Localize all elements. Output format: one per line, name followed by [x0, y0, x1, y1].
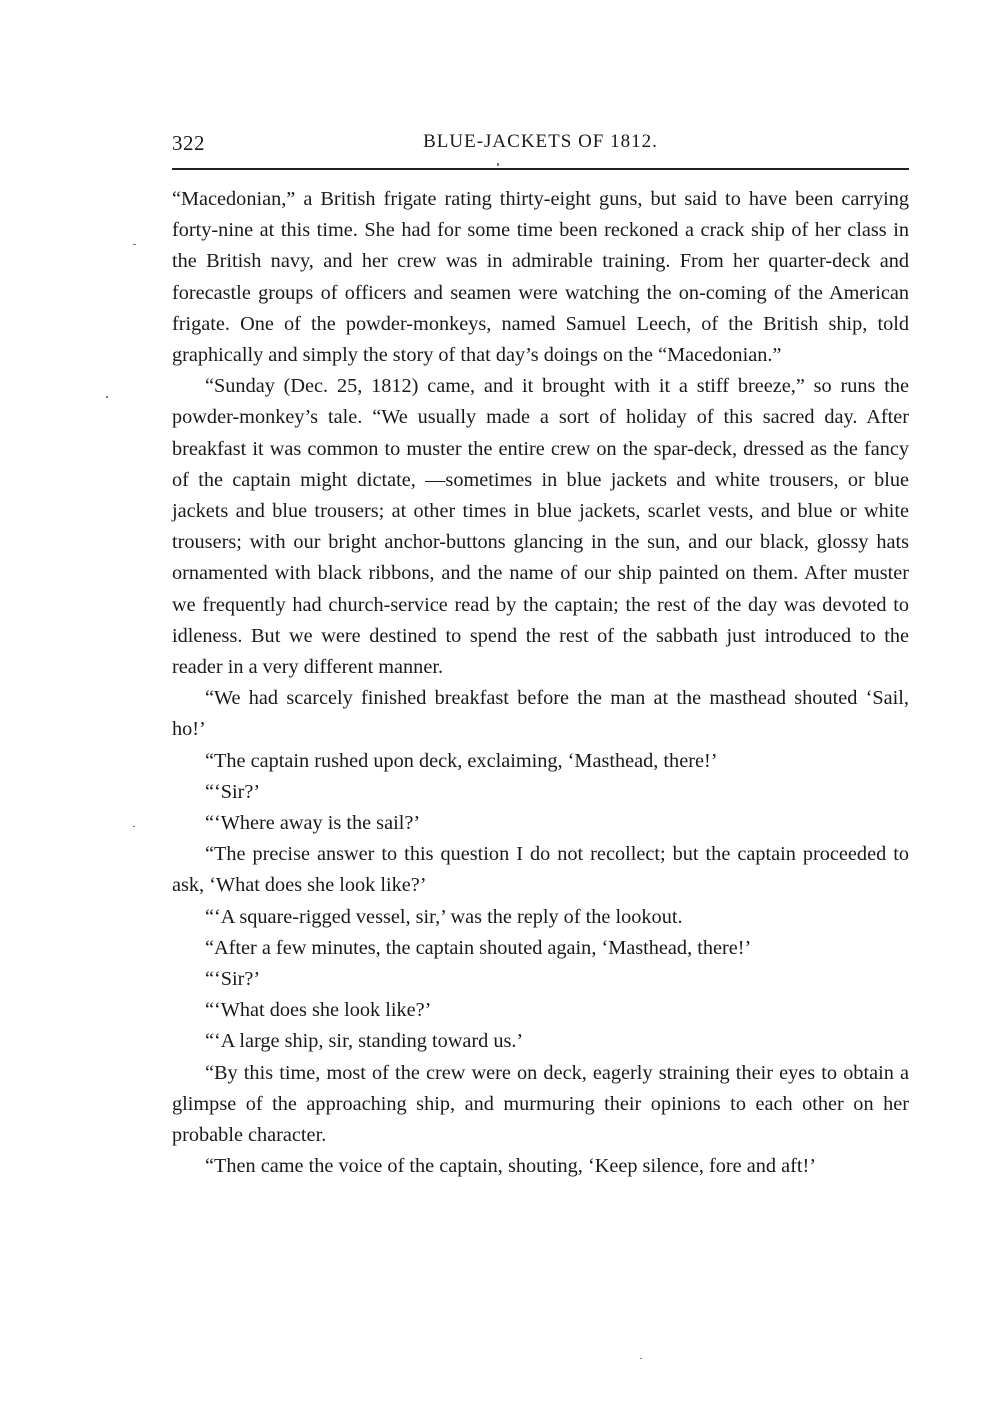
scan-speck: [106, 396, 108, 398]
scan-speck: [133, 826, 135, 827]
scan-speck: [640, 1358, 642, 1359]
paragraph-12: “‘A large ship, sir, standing toward us.’: [205, 1030, 524, 1053]
scan-speck: [133, 244, 136, 245]
paragraph-3: “We had scarcely finished breakfast before the man at the masthead shouted ‘Sail, ho!’: [172, 687, 909, 741]
paragraph-13: “By this time, most of the crew were on deck, eagerly straining their eyes to obtain a glimpse of the approaching ship, and murmuring their opinions to each other on her probable character.: [172, 1061, 909, 1147]
paragraph-4: “The captain rushed upon deck, exclaiming, ‘Masthead, there!’: [205, 749, 718, 772]
paragraph-6: “‘Where away is the sail?’: [205, 812, 421, 835]
paragraph-9: “After a few minutes, the captain shouted again, ‘Masthead, there!’: [205, 936, 752, 959]
running-head: [172, 131, 909, 161]
running-title: BLUE-JACKETS OF 1812.: [423, 131, 658, 152]
paragraph-2: “Sunday (Dec. 25, 1812) came, and it brought with it a stiff breeze,” so runs the powder-monkey’s tale. “We usually made a sort of holiday of this sacred day. After breakfast it was common to muster the entire crew on the spar-deck, dressed as the fancy of the captain might dictate, —sometimes in blue jackets and white trousers, or blue jackets and blue trousers; at other times in blue jackets, scarlet vests, and blue or white trousers; with our bright anchor-buttons glancing in the sun, and our black, glossy hats ornamented with black ribbons, and the name of our ship painted on them. After muster we frequently had church-service read by the captain; the rest of the day was devoted to idleness. But we were destined to spend the rest of the sabbath just introduced to the reader in a very different manner.: [172, 375, 909, 679]
paragraph-10: “‘Sir?’: [205, 968, 261, 991]
page-number: 322: [172, 131, 205, 155]
paragraph-11: “‘What does she look like?’: [205, 999, 432, 1022]
paragraph-8: “‘A square-rigged vessel, sir,’ was the reply of the lookout.: [205, 905, 683, 928]
paragraph-5: “‘Sir?’: [205, 780, 261, 803]
paragraph-1: “Macedonian,” a British frigate rating thirty-eight guns, but said to have been carrying forty-nine at this time. She had for some time been reckoned a crack ship of her class in the British navy, and her crew was in admirable training. From her quarter-deck and forecastle groups of officers and seamen were watching the on-coming of the American frigate. One of the powder-monkeys, named Samuel Leech, of the British ship, told graphically and simply the story of that day’s doings on the “Macedonian.”: [172, 188, 909, 367]
header-rule: [172, 168, 909, 170]
paragraph-7: “The precise answer to this question I do not recollect; but the captain proceeded to ask, ‘What does she look like?’: [172, 843, 909, 897]
scan-speck: [497, 163, 499, 166]
paragraph-14: “Then came the voice of the captain, shouting, ‘Keep silence, fore and aft!’: [205, 1155, 816, 1178]
body-text: [172, 184, 909, 1183]
